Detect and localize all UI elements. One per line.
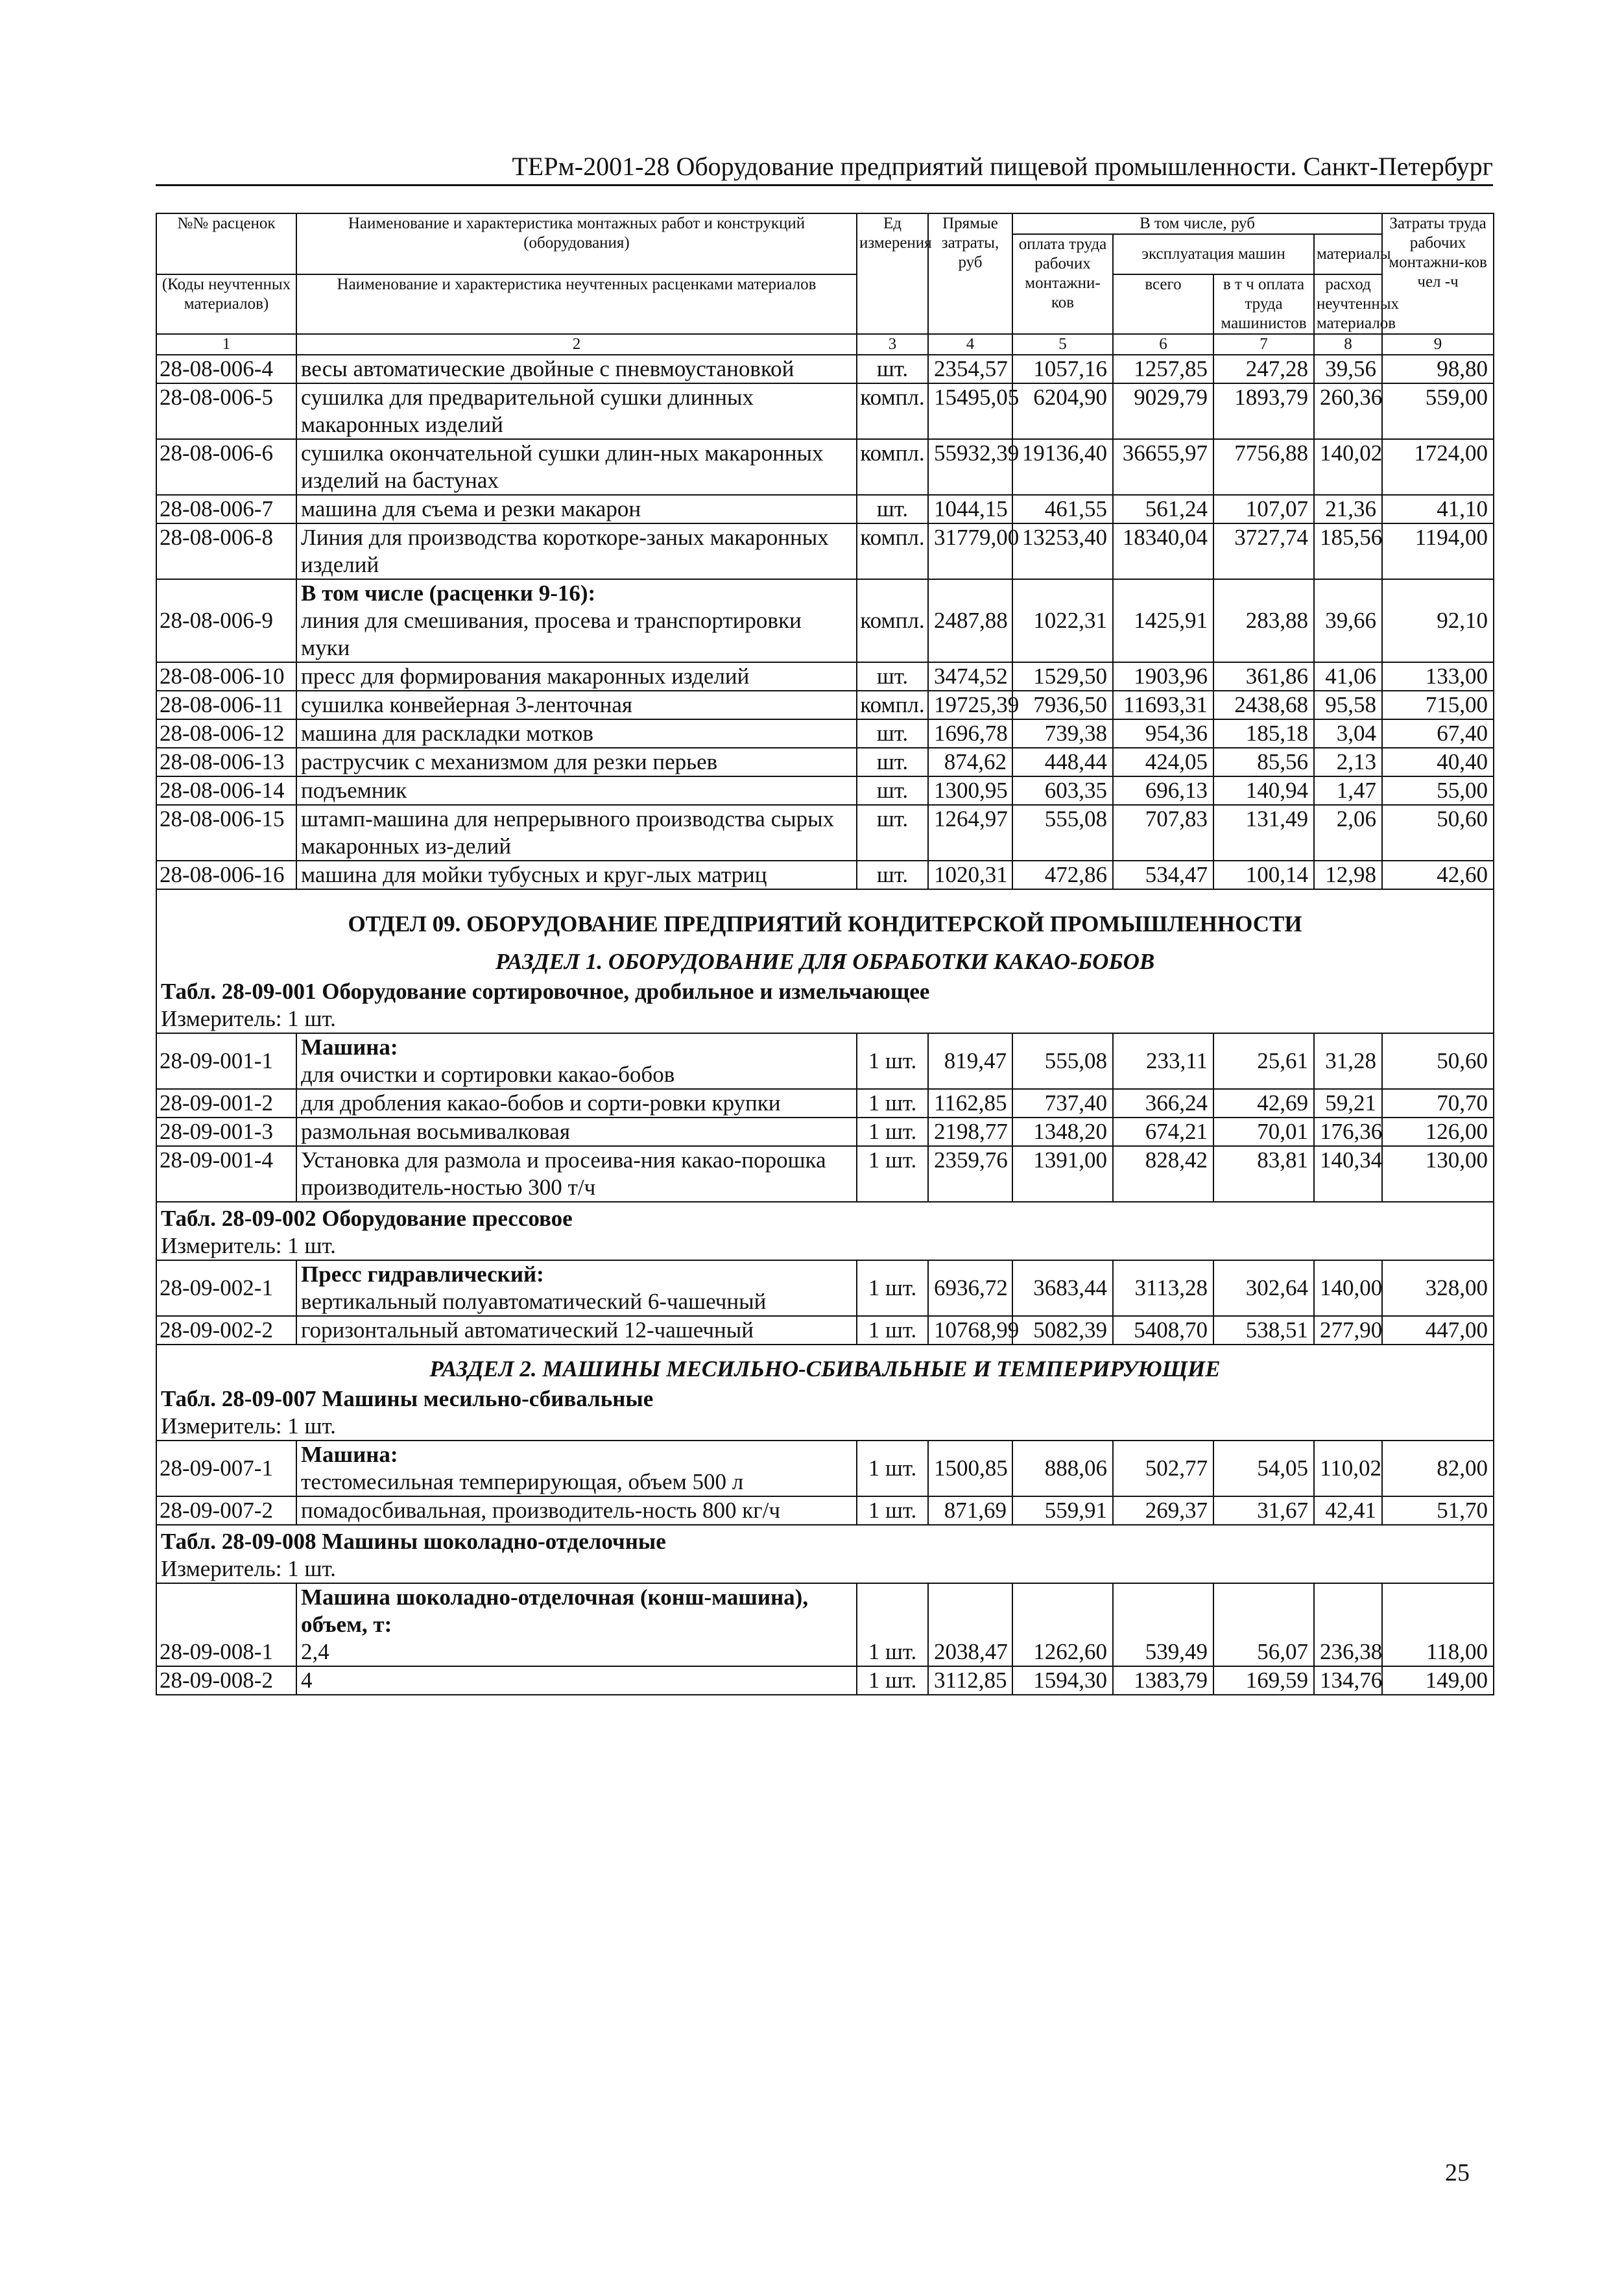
table-title-row — [156, 1383, 1494, 1413]
materials-cost: 42,41 — [1314, 1496, 1382, 1525]
rate-code: 28-08-006-5 — [156, 383, 296, 439]
machinists-pay: 70,01 — [1213, 1118, 1314, 1146]
rate-unit: 1 шт. — [857, 1316, 928, 1345]
machinists-pay: 54,05 — [1213, 1441, 1314, 1496]
labor-hours: 51,70 — [1382, 1496, 1494, 1525]
table-row — [156, 776, 1494, 805]
labor-pay: 1391,00 — [1012, 1146, 1113, 1202]
labor-pay: 461,55 — [1012, 495, 1113, 523]
table-row — [156, 805, 1494, 861]
direct-cost: 19725,39 — [928, 691, 1012, 719]
direct-cost: 1162,85 — [928, 1089, 1012, 1118]
labor-pay: 448,44 — [1012, 748, 1113, 776]
meter: Измеритель: 1 шт. — [156, 1005, 1494, 1033]
machinists-pay: 7756,88 — [1213, 439, 1314, 495]
materials-cost: 176,36 — [1314, 1118, 1382, 1146]
labor-pay: 7936,50 — [1012, 691, 1113, 719]
rate-unit: шт. — [857, 776, 928, 805]
rate-unit: компл. — [857, 439, 928, 495]
rate-unit: компл. — [857, 523, 928, 579]
department-title-row — [156, 889, 1494, 938]
table-row — [156, 439, 1494, 495]
group-heading: Пресс гидравлический: — [301, 1262, 544, 1287]
rates-table-body — [156, 213, 1494, 1695]
col-head-code: №№ расценок — [156, 213, 296, 274]
rate-code: 28-08-006-4 — [156, 355, 296, 383]
machines-total: 1383,79 — [1113, 1666, 1213, 1695]
index-cell: 4 — [928, 334, 1012, 355]
rate-name-cell — [296, 1033, 857, 1089]
rate-name: линия для смешивания, просева и транспортировки муки — [301, 608, 802, 660]
labor-hours: 40,40 — [1382, 748, 1494, 776]
direct-cost: 1696,78 — [928, 719, 1012, 748]
section-title-row — [156, 938, 1494, 975]
labor-pay: 19136,40 — [1012, 439, 1113, 495]
rate-unit: шт. — [857, 719, 928, 748]
labor-hours: 41,10 — [1382, 495, 1494, 523]
rate-name: 2,4 — [301, 1639, 329, 1664]
table-title-row — [156, 1202, 1494, 1232]
col-head-name-sub: Наименование и характеристика неучтенных расценками материалов — [296, 274, 857, 334]
rate-unit: 1 шт. — [857, 1260, 928, 1316]
rate-code: 28-09-001-4 — [156, 1146, 296, 1202]
machines-total: 366,24 — [1113, 1089, 1213, 1118]
table-row — [156, 662, 1494, 691]
index-cell: 3 — [857, 334, 928, 355]
labor-pay: 1594,30 — [1012, 1666, 1113, 1695]
table-title: Табл. 28-09-002 Оборудование прессовое — [156, 1202, 1494, 1232]
table-row — [156, 579, 1494, 662]
rate-code: 28-08-006-10 — [156, 662, 296, 691]
rate-code: 28-08-006-6 — [156, 439, 296, 495]
labor-pay: 739,38 — [1012, 719, 1113, 748]
table-row — [156, 1033, 1494, 1089]
labor-hours: 50,60 — [1382, 805, 1494, 861]
labor-hours: 328,00 — [1382, 1260, 1494, 1316]
rate-code: 28-09-007-1 — [156, 1441, 296, 1496]
machinists-pay: 83,81 — [1213, 1146, 1314, 1202]
machinists-pay: 247,28 — [1213, 355, 1314, 383]
machines-total: 954,36 — [1113, 719, 1213, 748]
meter-row — [156, 1005, 1494, 1033]
rate-name-cell — [296, 1441, 857, 1496]
rate-name: вертикальный полуавтоматический 6-чашечный — [301, 1289, 767, 1314]
rate-unit: 1 шт. — [857, 1496, 928, 1525]
direct-cost: 871,69 — [928, 1496, 1012, 1525]
rate-unit: шт. — [857, 861, 928, 889]
direct-cost: 2359,76 — [928, 1146, 1012, 1202]
materials-cost: 59,21 — [1314, 1089, 1382, 1118]
rate-code: 28-09-001-1 — [156, 1033, 296, 1089]
rate-code: 28-08-006-12 — [156, 719, 296, 748]
index-row — [156, 334, 1494, 355]
rate-name: раструсчик с механизмом для резки перьев — [296, 748, 857, 776]
rate-name: 4 — [296, 1666, 857, 1695]
materials-cost: 140,00 — [1314, 1260, 1382, 1316]
machines-total: 502,77 — [1113, 1441, 1213, 1496]
page-header-title: ТЕРм-2001-28 Оборудование предприятий пищевой промышленности. Санкт-Петербург — [512, 152, 1493, 181]
rate-name: тестомесильная темперирующая, объем 500 л — [301, 1469, 744, 1494]
machines-total: 534,47 — [1113, 861, 1213, 889]
direct-cost: 1500,85 — [928, 1441, 1012, 1496]
machinists-pay: 42,69 — [1213, 1089, 1314, 1118]
table-row — [156, 355, 1494, 383]
table-row — [156, 383, 1494, 439]
rate-code: 28-09-001-3 — [156, 1118, 296, 1146]
table-title: Табл. 28-09-007 Машины месильно-сбивальные — [156, 1383, 1494, 1413]
machines-total: 674,21 — [1113, 1118, 1213, 1146]
rate-name: сушилка окончательной сушки длин-ных макаронных изделий на бастунах — [296, 439, 857, 495]
rate-unit: 1 шт. — [857, 1146, 928, 1202]
rate-code: 28-08-006-11 — [156, 691, 296, 719]
rate-name-cell — [296, 579, 857, 662]
materials-cost: 39,56 — [1314, 355, 1382, 383]
materials-cost: 236,38 — [1314, 1583, 1382, 1666]
labor-hours: 126,00 — [1382, 1118, 1494, 1146]
direct-cost: 3474,52 — [928, 662, 1012, 691]
materials-cost: 95,58 — [1314, 691, 1382, 719]
group-heading: Машина шоколадно-отделочная (конш-машина), объем, т: — [301, 1585, 809, 1637]
rate-unit: 1 шт. — [857, 1583, 928, 1666]
section-title: РАЗДЕЛ 2. МАШИНЫ МЕСИЛЬНО-СБИВАЛЬНЫЕ И ТЕМПЕРИРУЮЩИЕ — [156, 1345, 1494, 1383]
rate-unit: шт. — [857, 662, 928, 691]
materials-cost: 21,36 — [1314, 495, 1382, 523]
rate-unit: компл. — [857, 691, 928, 719]
index-cell: 9 — [1382, 334, 1494, 355]
rate-name: пресс для формирования макаронных изделий — [296, 662, 857, 691]
rate-name: подъемник — [296, 776, 857, 805]
direct-cost: 2487,88 — [928, 579, 1012, 662]
labor-pay: 5082,39 — [1012, 1316, 1113, 1345]
meter: Измеритель: 1 шт. — [156, 1232, 1494, 1260]
machinists-pay: 2438,68 — [1213, 691, 1314, 719]
machines-total: 269,37 — [1113, 1496, 1213, 1525]
rate-name: Линия для производства короткоре-заных макаронных изделий — [296, 523, 857, 579]
machines-total: 539,49 — [1113, 1583, 1213, 1666]
table-title-row — [156, 975, 1494, 1005]
rate-name: машина для съема и резки макарон — [296, 495, 857, 523]
machinists-pay: 31,67 — [1213, 1496, 1314, 1525]
direct-cost: 1264,97 — [928, 805, 1012, 861]
col-head-code-sub: (Коды неучтенных материалов) — [156, 274, 296, 334]
rate-unit: 1 шт. — [857, 1666, 928, 1695]
meter: Измеритель: 1 шт. — [156, 1555, 1494, 1583]
col-head-pay: оплата труда рабочих монтажни-ков — [1012, 234, 1113, 334]
machines-total: 11693,31 — [1113, 691, 1213, 719]
materials-cost: 260,36 — [1314, 383, 1382, 439]
table-row — [156, 1441, 1494, 1496]
table-row — [156, 495, 1494, 523]
direct-cost: 2198,77 — [928, 1118, 1012, 1146]
direct-cost: 3112,85 — [928, 1666, 1012, 1695]
materials-cost: 2,06 — [1314, 805, 1382, 861]
rate-unit: 1 шт. — [857, 1033, 928, 1089]
col-head-mat-sub: расход неучтенных материалов — [1314, 274, 1382, 334]
labor-hours: 92,10 — [1382, 579, 1494, 662]
rate-name: сушилка для предварительной сушки длинных макаронных изделий — [296, 383, 857, 439]
page-header — [156, 150, 1493, 186]
labor-hours: 55,00 — [1382, 776, 1494, 805]
materials-cost: 110,02 — [1314, 1441, 1382, 1496]
direct-cost: 15495,05 — [928, 383, 1012, 439]
labor-hours: 70,70 — [1382, 1089, 1494, 1118]
meter: Измеритель: 1 шт. — [156, 1413, 1494, 1441]
direct-cost: 2354,57 — [928, 355, 1012, 383]
department-title: ОТДЕЛ 09. ОБОРУДОВАНИЕ ПРЕДПРИЯТИЙ КОНДИТЕРСКОЙ ПРОМЫШЛЕННОСТИ — [156, 889, 1494, 938]
table-row — [156, 1583, 1494, 1666]
rate-unit: шт. — [857, 805, 928, 861]
col-head-mach-total: всего — [1113, 274, 1213, 334]
labor-pay: 555,08 — [1012, 805, 1113, 861]
rate-code: 28-08-006-14 — [156, 776, 296, 805]
materials-cost: 185,56 — [1314, 523, 1382, 579]
rate-name: для дробления какао-бобов и сорти-ровки крупки — [296, 1089, 857, 1118]
labor-pay: 559,91 — [1012, 1496, 1113, 1525]
index-cell: 6 — [1113, 334, 1213, 355]
col-head-name: Наименование и характеристика монтажных работ и конструкций (оборудования) — [296, 213, 857, 274]
materials-cost: 134,76 — [1314, 1666, 1382, 1695]
col-head-labor: Затраты труда рабочих монтажни-ков чел -ч — [1382, 213, 1494, 334]
machinists-pay: 1893,79 — [1213, 383, 1314, 439]
machinists-pay: 100,14 — [1213, 861, 1314, 889]
materials-cost: 140,34 — [1314, 1146, 1382, 1202]
col-head-unit: Ед измерения — [857, 213, 928, 334]
materials-cost: 3,04 — [1314, 719, 1382, 748]
rate-name: весы автоматические двойные с пневмоустановкой — [296, 355, 857, 383]
machinists-pay: 131,49 — [1213, 805, 1314, 861]
machines-total: 1903,96 — [1113, 662, 1213, 691]
rate-code: 28-08-006-9 — [156, 579, 296, 662]
table-row — [156, 748, 1494, 776]
rate-unit: шт. — [857, 355, 928, 383]
rate-code: 28-08-006-7 — [156, 495, 296, 523]
rate-code: 28-08-006-13 — [156, 748, 296, 776]
labor-pay: 1348,20 — [1012, 1118, 1113, 1146]
machines-total: 3113,28 — [1113, 1260, 1213, 1316]
group-heading: Машина: — [301, 1035, 398, 1060]
machines-total: 696,13 — [1113, 776, 1213, 805]
rate-name: размольная восьмивалковая — [296, 1118, 857, 1146]
rates-table — [156, 213, 1494, 1695]
direct-cost: 1020,31 — [928, 861, 1012, 889]
labor-pay: 13253,40 — [1012, 523, 1113, 579]
machines-total: 36655,97 — [1113, 439, 1213, 495]
index-cell: 7 — [1213, 334, 1314, 355]
table-row — [156, 1666, 1494, 1695]
meter-row — [156, 1555, 1494, 1583]
rate-name: горизонтальный автоматический 12-чашечный — [296, 1316, 857, 1345]
labor-hours: 149,00 — [1382, 1666, 1494, 1695]
rate-code: 28-08-006-15 — [156, 805, 296, 861]
direct-cost: 819,47 — [928, 1033, 1012, 1089]
machines-total: 1425,91 — [1113, 579, 1213, 662]
labor-pay: 1057,16 — [1012, 355, 1113, 383]
section-title: РАЗДЕЛ 1. ОБОРУДОВАНИЕ ДЛЯ ОБРАБОТКИ КАКАО-БОБОВ — [156, 938, 1494, 975]
table-row — [156, 1146, 1494, 1202]
labor-hours: 133,00 — [1382, 662, 1494, 691]
machinists-pay: 283,88 — [1213, 579, 1314, 662]
rate-name: Установка для размола и просеива-ния какао-порошка производитель-ностью 300 т/ч — [296, 1146, 857, 1202]
rate-unit: шт. — [857, 495, 928, 523]
machinists-pay: 140,94 — [1213, 776, 1314, 805]
table-title-row — [156, 1525, 1494, 1555]
rate-code: 28-09-007-2 — [156, 1496, 296, 1525]
labor-hours: 1724,00 — [1382, 439, 1494, 495]
rate-name-cell — [296, 1260, 857, 1316]
index-cell: 1 — [156, 334, 296, 355]
table-title: Табл. 28-09-008 Машины шоколадно-отделочные — [156, 1525, 1494, 1555]
direct-cost: 1300,95 — [928, 776, 1012, 805]
materials-cost: 41,06 — [1314, 662, 1382, 691]
rate-name: машина для мойки тубусных и круг-лых матриц — [296, 861, 857, 889]
rate-code: 28-09-001-2 — [156, 1089, 296, 1118]
materials-cost: 1,47 — [1314, 776, 1382, 805]
meter-row — [156, 1232, 1494, 1260]
table-row — [156, 1118, 1494, 1146]
rate-code: 28-08-006-8 — [156, 523, 296, 579]
direct-cost: 31779,00 — [928, 523, 1012, 579]
group-heading: В том числе (расценки 9-16): — [301, 580, 596, 606]
materials-cost: 277,90 — [1314, 1316, 1382, 1345]
table-row — [156, 719, 1494, 748]
labor-hours: 447,00 — [1382, 1316, 1494, 1345]
labor-pay: 737,40 — [1012, 1089, 1113, 1118]
direct-cost: 2038,47 — [928, 1583, 1012, 1666]
rate-name-cell — [296, 1583, 857, 1666]
table-row — [156, 523, 1494, 579]
table-row — [156, 1089, 1494, 1118]
rate-code: 28-09-002-2 — [156, 1316, 296, 1345]
rate-unit: 1 шт. — [857, 1441, 928, 1496]
index-cell: 8 — [1314, 334, 1382, 355]
machines-total: 18340,04 — [1113, 523, 1213, 579]
rate-code: 28-09-002-1 — [156, 1260, 296, 1316]
page-number: 25 — [1445, 2159, 1470, 2186]
labor-hours: 98,80 — [1382, 355, 1494, 383]
table-row — [156, 691, 1494, 719]
meter-row — [156, 1413, 1494, 1441]
table-row — [156, 1496, 1494, 1525]
machines-total: 828,42 — [1113, 1146, 1213, 1202]
machinists-pay: 185,18 — [1213, 719, 1314, 748]
labor-pay: 472,86 — [1012, 861, 1113, 889]
machinists-pay: 107,07 — [1213, 495, 1314, 523]
direct-cost: 10768,99 — [928, 1316, 1012, 1345]
labor-pay: 6204,90 — [1012, 383, 1113, 439]
machinists-pay: 25,61 — [1213, 1033, 1314, 1089]
direct-cost: 6936,72 — [928, 1260, 1012, 1316]
labor-hours: 67,40 — [1382, 719, 1494, 748]
labor-pay: 555,08 — [1012, 1033, 1113, 1089]
rate-code: 28-08-006-16 — [156, 861, 296, 889]
rate-name: сушилка конвейерная 3-ленточная — [296, 691, 857, 719]
machinists-pay: 169,59 — [1213, 1666, 1314, 1695]
labor-pay: 888,06 — [1012, 1441, 1113, 1496]
section-title-row — [156, 1345, 1494, 1383]
rate-unit: компл. — [857, 579, 928, 662]
machinists-pay: 361,86 — [1213, 662, 1314, 691]
labor-pay: 1262,60 — [1012, 1583, 1113, 1666]
rate-name: для очистки и сортировки какао-бобов — [301, 1062, 675, 1087]
labor-hours: 130,00 — [1382, 1146, 1494, 1202]
table-row — [156, 1260, 1494, 1316]
materials-cost: 39,66 — [1314, 579, 1382, 662]
machines-total: 233,11 — [1113, 1033, 1213, 1089]
machinists-pay: 56,07 — [1213, 1583, 1314, 1666]
table-row — [156, 861, 1494, 889]
col-head-direct: Прямые затраты, руб — [928, 213, 1012, 334]
rate-unit: шт. — [857, 748, 928, 776]
labor-hours: 118,00 — [1382, 1583, 1494, 1666]
labor-hours: 1194,00 — [1382, 523, 1494, 579]
table-title: Табл. 28-09-001 Оборудование сортировочное, дробильное и измельчающее — [156, 975, 1494, 1005]
table-row — [156, 1316, 1494, 1345]
rate-code: 28-09-008-1 — [156, 1583, 296, 1666]
machinists-pay: 3727,74 — [1213, 523, 1314, 579]
machinists-pay: 302,64 — [1213, 1260, 1314, 1316]
rate-name: помадосбивальная, производитель-ность 800 кг/ч — [296, 1496, 857, 1525]
col-head-materials: материалы — [1314, 234, 1382, 274]
labor-hours: 715,00 — [1382, 691, 1494, 719]
col-head-incl: В том числе, руб — [1012, 213, 1382, 234]
machinists-pay: 538,51 — [1213, 1316, 1314, 1345]
machinists-pay: 85,56 — [1213, 748, 1314, 776]
labor-hours: 559,00 — [1382, 383, 1494, 439]
col-head-mach-pay: в т ч оплата труда машинистов — [1213, 274, 1314, 334]
group-heading: Машина: — [301, 1442, 398, 1467]
labor-hours: 50,60 — [1382, 1033, 1494, 1089]
machines-total: 1257,85 — [1113, 355, 1213, 383]
materials-cost: 12,98 — [1314, 861, 1382, 889]
direct-cost: 55932,39 — [928, 439, 1012, 495]
index-cell: 2 — [296, 334, 857, 355]
machines-total: 707,83 — [1113, 805, 1213, 861]
machines-total: 5408,70 — [1113, 1316, 1213, 1345]
labor-hours: 82,00 — [1382, 1441, 1494, 1496]
materials-cost: 140,02 — [1314, 439, 1382, 495]
labor-pay: 1022,31 — [1012, 579, 1113, 662]
rate-unit: 1 шт. — [857, 1089, 928, 1118]
machines-total: 424,05 — [1113, 748, 1213, 776]
machines-total: 561,24 — [1113, 495, 1213, 523]
header-row-1 — [156, 213, 1494, 234]
col-head-machines: эксплуатация машин — [1113, 234, 1314, 274]
rate-unit: 1 шт. — [857, 1118, 928, 1146]
rate-name: машина для раскладки мотков — [296, 719, 857, 748]
direct-cost: 874,62 — [928, 748, 1012, 776]
labor-pay: 3683,44 — [1012, 1260, 1113, 1316]
index-cell: 5 — [1012, 334, 1113, 355]
labor-pay: 1529,50 — [1012, 662, 1113, 691]
materials-cost: 31,28 — [1314, 1033, 1382, 1089]
materials-cost: 2,13 — [1314, 748, 1382, 776]
direct-cost: 1044,15 — [928, 495, 1012, 523]
rate-code: 28-09-008-2 — [156, 1666, 296, 1695]
labor-hours: 42,60 — [1382, 861, 1494, 889]
rate-unit: компл. — [857, 383, 928, 439]
labor-pay: 603,35 — [1012, 776, 1113, 805]
machines-total: 9029,79 — [1113, 383, 1213, 439]
rate-name: штамп-машина для непрерывного производства сырых макаронных из-делий — [296, 805, 857, 861]
